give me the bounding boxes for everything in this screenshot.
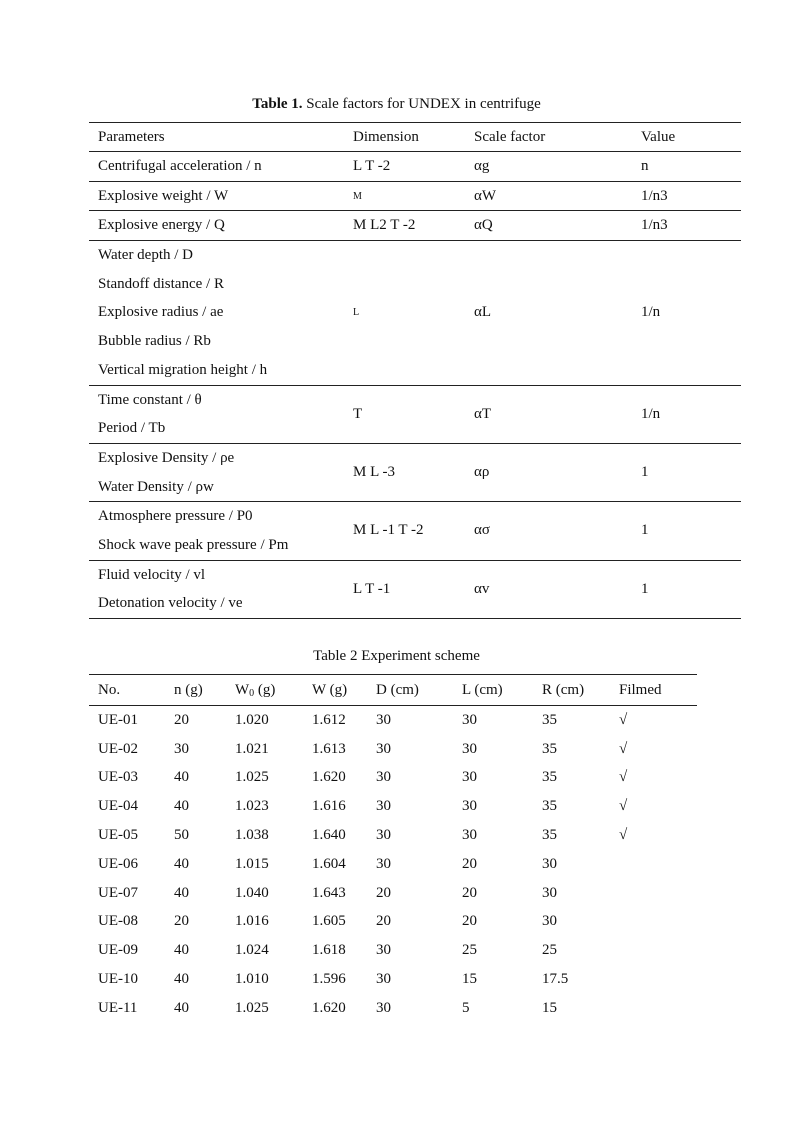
table-row [89,994,697,1023]
r-value: 35 [542,827,557,844]
scale-factor-cell: αv [465,560,632,618]
w0-value: 1.010 [235,971,269,988]
w0-value: 1.040 [235,884,269,901]
l-value: 25 [462,942,477,959]
parameter-name: Vertical migration height / h [98,361,268,378]
parameter-cell [89,443,344,501]
table1-row [89,181,741,211]
table1-row [89,560,741,618]
dimension-cell: M L -3 [344,443,465,501]
header-w: W (g) [303,675,367,706]
w-value: 1.618 [312,942,346,959]
table-row [89,908,697,937]
dimension-cell: L [344,241,465,385]
value-cell: n [632,152,741,182]
w0-value: 1.020 [235,711,269,728]
d-value: 30 [376,827,391,844]
table-row [89,792,697,821]
run-id: UE-08 [98,913,138,930]
run-id: UE-02 [98,740,138,757]
run-id: UE-09 [98,942,138,959]
parameter-cell [89,502,344,560]
run-id: UE-10 [98,971,138,988]
w-value: 1.604 [312,855,346,872]
scale-factor-cell: αρ [465,443,632,501]
experiment-scheme-table [89,674,697,1023]
r-value: 30 [542,884,557,901]
value-cell: 1/n3 [632,211,741,241]
table-row [89,850,697,879]
value-cell: 1 [632,502,741,560]
run-id: UE-07 [98,884,138,901]
value-cell: 1/n3 [632,181,741,211]
parameter-cell [89,152,344,182]
table-row [89,821,697,850]
run-id: UE-06 [98,855,138,872]
table-row [89,936,697,965]
l-value: 20 [462,855,477,872]
header-n: n (g) [165,675,226,706]
r-value: 35 [542,711,557,728]
header-w0 [226,675,303,706]
scale-factor-cell: αW [465,181,632,211]
r-value: 35 [542,769,557,786]
value-cell: 1 [632,560,741,618]
header-l: L (cm) [453,675,533,706]
filmed-mark [610,850,697,879]
d-value: 30 [376,999,391,1016]
w-value: 1.640 [312,827,346,844]
filmed-mark [610,936,697,965]
table-row [89,735,697,764]
w-value: 1.643 [312,884,346,901]
w0-value: 1.025 [235,769,269,786]
w0-value: 1.023 [235,798,269,815]
dimension-cell: M L2 T -2 [344,211,465,241]
w-value: 1.620 [312,999,346,1016]
d-value: 30 [376,798,391,815]
dimension-cell: M L -1 T -2 [344,502,465,560]
d-value: 30 [376,942,391,959]
l-value: 30 [462,740,477,757]
n-value: 40 [174,884,189,901]
d-value: 20 [376,884,391,901]
parameter-name: Detonation velocity / ve [98,595,243,612]
table-row [89,764,697,793]
table1-caption [0,94,793,114]
parameter-name: Atmosphere pressure / P0 [98,508,253,525]
r-value: 30 [542,913,557,930]
d-value: 30 [376,855,391,872]
run-id: UE-11 [98,999,138,1016]
d-value: 30 [376,740,391,757]
w0-value: 1.024 [235,942,269,959]
value-cell: 1/n [632,385,741,443]
table1-row [89,241,741,385]
parameter-name: Shock wave peak pressure / Pm [98,536,289,553]
parameter-name: Water depth / D [98,247,194,264]
parameter-name: Fluid velocity / vl [98,566,206,583]
header-w0-subscript: 0 [249,687,255,699]
filmed-mark [610,965,697,994]
table1-header-row [89,123,741,152]
header-w0-base: W [235,681,250,698]
parameter-name: Time constant / θ [98,391,202,408]
r-value: 35 [542,740,557,757]
parameter-name: Explosive weight / W [98,187,229,204]
value-cell: 1 [632,443,741,501]
run-id: UE-03 [98,769,138,786]
parameter-name: Explosive radius / ae [98,304,224,321]
dimension-cell: L T -1 [344,560,465,618]
n-value: 20 [174,913,189,930]
scale-factor-cell: αQ [465,211,632,241]
w-value: 1.616 [312,798,346,815]
table-row [89,879,697,908]
table2-caption: Table 2 Experiment scheme [313,648,480,664]
parameter-name: Explosive energy / Q [98,217,225,234]
l-value: 5 [462,999,470,1016]
w-value: 1.620 [312,769,346,786]
n-value: 40 [174,855,189,872]
parameter-name: Explosive Density / ρe [98,449,235,466]
w0-value: 1.021 [235,740,269,757]
table1-caption-text: Scale factors for UNDEX in centrifuge [306,96,541,112]
filmed-mark: √ [619,827,628,844]
r-value: 30 [542,855,557,872]
filmed-mark [610,994,697,1023]
table1-row [89,211,741,241]
r-value: 25 [542,942,557,959]
d-value: 30 [376,971,391,988]
w0-value: 1.038 [235,827,269,844]
n-value: 40 [174,999,189,1016]
parameter-cell [89,385,344,443]
header-parameters: Parameters [89,123,344,152]
w-value: 1.596 [312,971,346,988]
run-id: UE-01 [98,711,138,728]
l-value: 20 [462,913,477,930]
parameter-name: Bubble radius / Rb [98,333,211,350]
filmed-mark: √ [619,769,628,786]
scale-factor-cell: αg [465,152,632,182]
r-value: 35 [542,798,557,815]
table1-row [89,385,741,443]
w-value: 1.612 [312,711,346,728]
w0-value: 1.016 [235,913,269,930]
n-value: 50 [174,827,189,844]
filmed-mark [610,879,697,908]
l-value: 30 [462,711,477,728]
scale-factors-table [89,122,741,619]
header-filmed: Filmed [610,675,697,706]
parameter-cell [89,181,344,211]
parameter-name: Centrifugal acceleration / n [98,158,262,174]
parameter-cell [89,241,344,385]
dimension-cell: L T -2 [344,152,465,182]
header-w0-unit: (g) [254,681,276,698]
n-value: 40 [174,769,189,786]
filmed-mark: √ [619,740,628,757]
r-value: 15 [542,999,557,1016]
parameter-cell [89,560,344,618]
l-value: 30 [462,769,477,786]
filmed-mark: √ [619,711,628,728]
n-value: 30 [174,740,189,757]
run-id: UE-05 [98,827,138,844]
run-id: UE-04 [98,798,138,815]
l-value: 30 [462,798,477,815]
parameter-name: Period / Tb [98,420,166,437]
w-value: 1.605 [312,913,346,930]
header-no: No. [89,675,165,706]
scale-factor-cell: αT [465,385,632,443]
scale-factor-cell: αL [465,241,632,385]
parameter-cell [89,211,344,241]
w0-value: 1.025 [235,999,269,1016]
table1-row [89,152,741,182]
table1-row [89,502,741,560]
table1-caption-label: Table 1. [252,96,303,112]
n-value: 20 [174,711,189,728]
scale-factor-cell: ασ [465,502,632,560]
dimension-cell: M [344,181,465,211]
l-value: 30 [462,827,477,844]
header-d: D (cm) [367,675,453,706]
table1-row [89,443,741,501]
header-scale-factor: Scale factor [465,123,632,152]
value-cell: 1/n [632,241,741,385]
header-dimension: Dimension [344,123,465,152]
table-row [89,706,697,735]
header-value: Value [632,123,741,152]
header-r: R (cm) [533,675,610,706]
filmed-mark [610,908,697,937]
n-value: 40 [174,798,189,815]
r-value: 17.5 [542,971,569,988]
d-value: 30 [376,711,391,728]
n-value: 40 [174,942,189,959]
parameter-name: Standoff distance / R [98,275,224,292]
parameter-name: Water Density / ρw [98,478,214,495]
l-value: 20 [462,884,477,901]
w-value: 1.613 [312,740,346,757]
dimension-cell: T [344,385,465,443]
table2-header-row [89,675,697,706]
d-value: 30 [376,769,391,786]
table-row [89,965,697,994]
filmed-mark: √ [619,798,628,815]
w0-value: 1.015 [235,855,269,872]
d-value: 20 [376,913,391,930]
l-value: 15 [462,971,477,988]
n-value: 40 [174,971,189,988]
